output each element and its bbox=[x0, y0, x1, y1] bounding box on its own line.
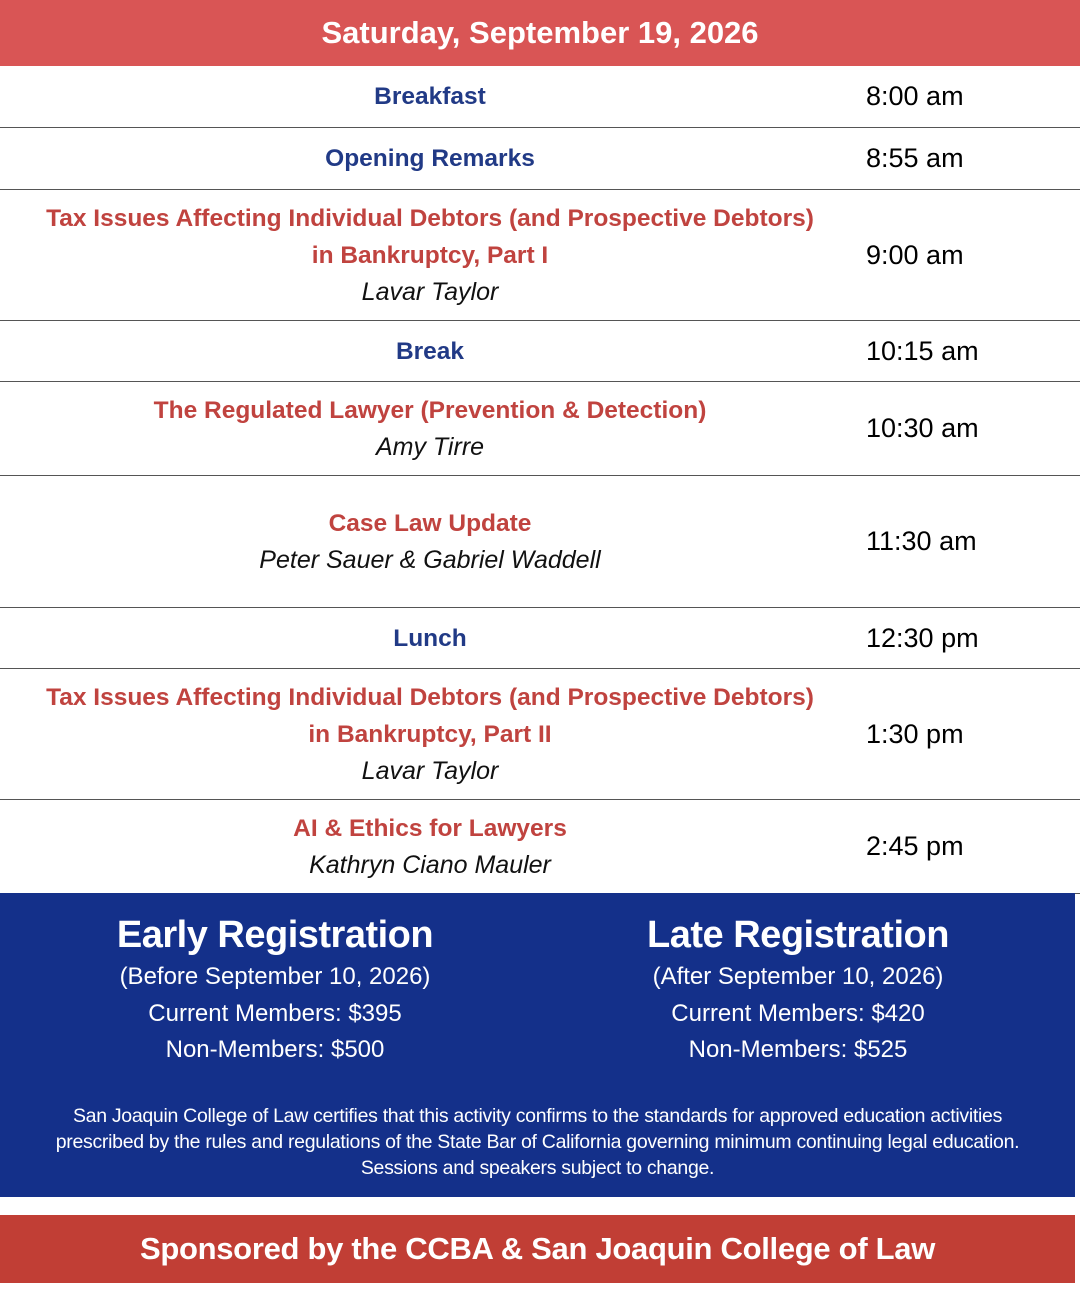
early-registration-deadline: (Before September 10, 2026) bbox=[119, 963, 431, 990]
session-title: Lunch bbox=[393, 624, 467, 652]
session-info bbox=[0, 321, 860, 381]
session-time: 10:15 am bbox=[866, 335, 979, 366]
early-registration bbox=[15, 911, 535, 1069]
session-time: 9:00 am bbox=[866, 239, 964, 270]
schedule-row-case-law-update bbox=[0, 476, 1080, 608]
schedule-row-tax-issues-part-2 bbox=[0, 669, 1080, 800]
certification-note: San Joaquin College of Law certifies that this activity confirms to the standards for approved education activities prescribed by the rules and regulations of the State Bar of California governing minimum continuing legal education. Sessions and speakers subject to change. bbox=[55, 1105, 1020, 1179]
session-speaker: Amy Tirre bbox=[375, 432, 485, 461]
late-member-price: Current Members: $420 bbox=[671, 999, 925, 1027]
session-title-line-2: in Bankruptcy, Part II bbox=[308, 720, 552, 748]
date-header bbox=[0, 0, 1080, 66]
session-title-line-1: Tax Issues Affecting Individual Debtors (and Prospective Debtors) bbox=[46, 683, 814, 711]
session-title: Case Law Update bbox=[328, 509, 532, 537]
schedule-row-lunch bbox=[0, 608, 1080, 669]
schedule-row-regulated-lawyer bbox=[0, 382, 1080, 476]
schedule-row-ai-ethics bbox=[0, 800, 1080, 894]
registration-panel bbox=[0, 893, 1075, 1197]
schedule-row-breakfast bbox=[0, 66, 1080, 128]
session-info bbox=[0, 476, 860, 607]
late-registration bbox=[538, 911, 1058, 1069]
session-info bbox=[0, 66, 860, 127]
session-title: The Regulated Lawyer (Prevention & Detection) bbox=[153, 396, 707, 424]
late-registration-deadline: (After September 10, 2026) bbox=[652, 963, 944, 990]
schedule-row-opening-remarks bbox=[0, 128, 1080, 190]
sponsor-banner bbox=[0, 1215, 1075, 1283]
session-title: Break bbox=[395, 337, 465, 365]
session-speaker: Kathryn Ciano Mauler bbox=[309, 850, 551, 879]
schedule-row-tax-issues-part-1 bbox=[0, 190, 1080, 321]
session-time: 8:00 am bbox=[866, 81, 964, 111]
schedule-row-break bbox=[0, 321, 1080, 382]
session-time: 12:30 pm bbox=[866, 622, 979, 653]
date-header-text: Saturday, September 19, 2026 bbox=[321, 15, 759, 50]
late-registration-heading: Late Registration bbox=[647, 914, 949, 956]
session-time: 11:30 am bbox=[866, 526, 977, 556]
early-registration-heading: Early Registration bbox=[116, 914, 434, 956]
session-info bbox=[0, 382, 860, 475]
session-title: Opening Remarks bbox=[325, 145, 535, 172]
session-info bbox=[0, 800, 860, 893]
schedule-table bbox=[0, 66, 1080, 894]
session-title: AI & Ethics for Lawyers bbox=[293, 814, 567, 842]
session-title-line-1: Tax Issues Affecting Individual Debtors (and Prospective Debtors) bbox=[46, 204, 814, 232]
sponsor-text: Sponsored by the CCBA & San Joaquin College of Law bbox=[139, 1231, 936, 1266]
session-title: Breakfast bbox=[374, 83, 486, 110]
session-info bbox=[0, 608, 860, 668]
session-title-line-2: in Bankruptcy, Part I bbox=[311, 241, 549, 269]
session-time: 8:55 am bbox=[866, 143, 964, 173]
session-speaker: Peter Sauer & Gabriel Waddell bbox=[259, 545, 601, 574]
session-info bbox=[0, 669, 860, 799]
session-speaker: Lavar Taylor bbox=[361, 756, 499, 785]
session-speaker: Lavar Taylor bbox=[361, 277, 499, 306]
session-time: 2:45 pm bbox=[866, 831, 964, 861]
late-non-member-price: Non-Members: $525 bbox=[688, 1036, 908, 1063]
session-time: 1:30 pm bbox=[866, 718, 964, 749]
early-member-price: Current Members: $395 bbox=[148, 999, 402, 1027]
session-info bbox=[0, 190, 860, 320]
session-info bbox=[0, 128, 860, 189]
early-non-member-price: Non-Members: $500 bbox=[165, 1036, 385, 1063]
session-time: 10:30 am bbox=[866, 413, 979, 443]
